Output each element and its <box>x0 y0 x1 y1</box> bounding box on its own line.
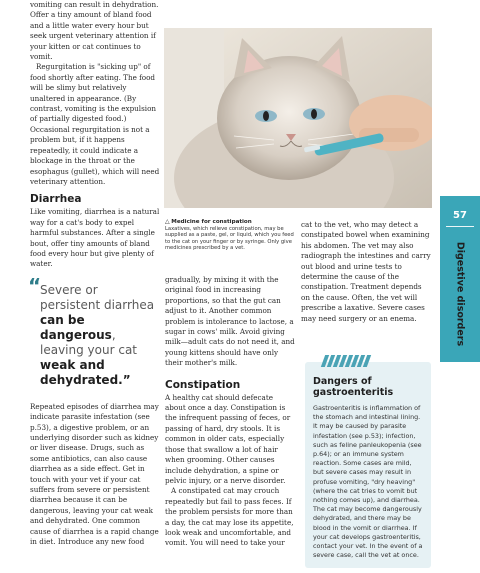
gastroenteritis-box <box>305 362 431 568</box>
left-column <box>30 0 160 547</box>
right-column <box>301 220 431 324</box>
section-title: Digestive disorders <box>454 241 466 347</box>
diarrhea-paragraph: Like vomiting, diarrhea is a natural way for a cat's body to expel harmful substances. After a single bout, offer tiny amounts of bland food every hour but give plenty of water. <box>30 207 160 269</box>
pullquote-part1: Severe or persistent diarrhea <box>40 282 155 312</box>
middle-column <box>165 275 295 549</box>
constipated-cat-paragraph: A constipated cat may crouch repeatedly but fail to pass feces. If the problem persists for more than a day, the cat may lose its appetite, look weak and uncomfortable, and vomit. You will need to take your <box>165 486 294 548</box>
diarrhea-causes-paragraph: Repeated episodes of diarrhea may indicate parasite infestation (see p.53), a digestive problem, or an underlying disorder such as kidney or liver disease. Drugs, such as some antibiotics, can also cause diarrhea as a side effect. Get in touch with your vet if your cat suffers from severe or persistent diarrhea because it can be dangerous, leaving your cat weak and dehydrated. One common cause of diarrhea is a rapid change in diet. Introduce any new food <box>30 401 159 547</box>
box-title: Dangers of gastroenteritis <box>313 376 394 398</box>
constipation-heading: Constipation <box>165 378 241 391</box>
constipation-paragraph: A healthy cat should defecate about once a day. Constipation is the infrequent passing of feces, or passing of hard, dry stools. It is common in older cats, especially those that swallow a lot of hair when grooming. Other causes include dehydration, a spine or pelvic injury, or a nerve disorder. <box>165 392 291 485</box>
cat-photo-illustration <box>164 28 432 208</box>
pullquote-bold1: can be dangerous <box>40 312 112 342</box>
regurgitation-paragraph: Regurgitation is "sicking up" of food shortly after eating. The food will be slimy but relatively unaltered in appearance. (By contrast, vomiting is the expulsion of partially digested food.) Occasional regurgitation is not a problem but, if it happens repeatedly, it could indicate a blockage in the throat or the esophagus (gullet), which will need veterinary attention. <box>30 62 160 186</box>
caption-title: Medicine for constipation <box>171 219 252 225</box>
pullquote-part2: , leaving your cat <box>40 327 137 357</box>
cat-medicine-photo <box>164 28 432 208</box>
caption-text: Laxatives, which relieve constipation, may be supplied as a paste, gel, or liquid, which you feed to the cat on your finger or by syringe. Only give medicines prescribed by a vet. <box>165 225 294 252</box>
box-stripes-decoration <box>323 355 369 367</box>
pullquote-bold2: weak and dehydrated. <box>40 357 123 387</box>
tab-divider <box>446 226 474 227</box>
close-quote-mark: ” <box>122 372 131 387</box>
vomiting-paragraph: vomiting can result in dehydration. Offer a tiny amount of bland food and a little water every hour but seek urgent veterinary attention if your kitten or cat continues to vomit. <box>30 0 159 62</box>
photo-caption <box>165 219 297 252</box>
left-top-text <box>30 0 160 187</box>
open-quote-mark: “ <box>28 273 42 298</box>
page-number: 57 <box>453 210 467 221</box>
pull-quote <box>28 273 160 388</box>
caption-triangle-icon: △ <box>165 218 170 225</box>
diarrhea-heading: Diarrhea <box>30 193 82 206</box>
section-tab <box>440 196 480 362</box>
vet-treatment-paragraph: cat to the vet, who may detect a constipated bowel when examining his abdomen. The vet may also radiograph the intestines and carry out blood and urine tests to determine the cause of the constipation. Treatment depends on the cause. Often, the vet will prescribe a laxative. Severe cases may need surgery or an enema. <box>301 220 431 323</box>
lactose-paragraph: gradually, by mixing it with the original food in increasing proportions, so that the gut can adjust to it. Another common problem is intolerance to lactose, a sugar in cows' milk. Avoid giving milk—adult cats do not need it, and young kittens should have only their mother's milk. <box>165 275 295 368</box>
box-text: Gastroenteritis is inflammation of the stomach and intestinal lining. It may be caused by parasite infestation (see p.53); infection, such as feline panleukopenia (see p.64); or an immune system reaction. Some cases are mild, but severe cases may result in profuse vomiting, "dry heaving" (where the cat tries to vomit but nothing comes up), and diarrhea. The cat may become dangerously dehydrated, and there may be blood in the vomit or diarrhea. If your cat develops gastroenteritis, contact your vet. In the event of a severe case, call the vet at once. <box>313 404 423 560</box>
